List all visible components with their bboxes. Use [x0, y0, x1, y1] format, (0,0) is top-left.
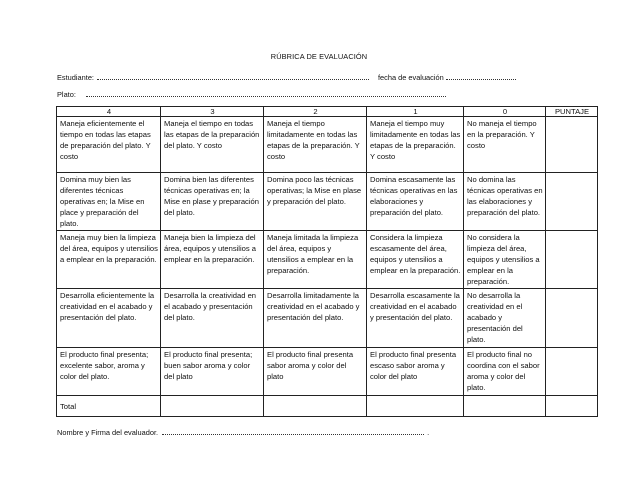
dish-label: Plato:: [57, 90, 76, 99]
criteria-cell: Maneja limitada la limpieza del área, equipos y utensilios a emplear en la preparación.: [264, 231, 367, 289]
dish-blank[interactable]: [86, 90, 446, 97]
student-label: Estudiante:: [57, 73, 94, 82]
total-label: Total: [57, 396, 161, 417]
header-score-3: 3: [161, 107, 264, 117]
score-cell[interactable]: [546, 289, 598, 348]
criteria-row-cleanliness: [57, 231, 598, 289]
document-title: RÚBRICA DE EVALUACIÓN: [270, 52, 368, 61]
total-empty-cell: [264, 396, 367, 417]
criteria-row-time: [57, 117, 598, 173]
criteria-cell: Maneja eficientemente el tiempo en todas las etapas de preparación del plato. Y costo: [57, 117, 161, 173]
criteria-cell: Maneja el tiempo limitadamente en todas las etapas de la preparación. Y costo: [264, 117, 367, 173]
criteria-cell: Maneja el tiempo en todas las etapas de la preparación del plato. Y costo: [161, 117, 264, 173]
criteria-cell: No considera la limpieza del área, equipos y utensilios a emplear en la preparación.: [464, 231, 546, 289]
total-empty-cell: [161, 396, 264, 417]
signature-label: Nombre y Firma del evaluador.: [57, 428, 159, 437]
criteria-cell: Maneja bien la limpieza del área, equipos y utensilios a emplear en la preparación.: [161, 231, 264, 289]
dish-line: [57, 90, 452, 99]
criteria-cell: Domina bien las diferentes técnicas operativas en; la Mise en plase y preparación del plato.: [161, 173, 264, 231]
student-name-blank[interactable]: [97, 73, 369, 80]
header-score-4: 4: [57, 107, 161, 117]
signature-end: .: [427, 428, 430, 437]
header-puntaje: PUNTAJE: [546, 107, 598, 117]
signature-line: [57, 428, 442, 437]
criteria-cell: El producto final presenta; buen sabor aroma y color del plato: [161, 348, 264, 396]
total-row: [57, 396, 598, 417]
header-row: [57, 107, 598, 117]
score-cell[interactable]: [546, 348, 598, 396]
header-score-1: 1: [367, 107, 464, 117]
student-line: [57, 73, 517, 82]
signature-blank[interactable]: [162, 428, 424, 435]
criteria-cell: El producto final presenta escaso sabor aroma y color del plato: [367, 348, 464, 396]
criteria-cell: Maneja el tiempo muy limitadamente en todas las etapas de la preparación. Y costo: [367, 117, 464, 173]
criteria-cell: Desarrolla escasamente la creatividad en el acabado y presentación del plato.: [367, 289, 464, 348]
criteria-row-product: [57, 348, 598, 396]
criteria-cell: Considera la limpieza escasamente del área, equipos y utensilios a emplear en la preparación.: [367, 231, 464, 289]
score-cell[interactable]: [546, 173, 598, 231]
criteria-cell: Desarrolla la creatividad en el acabado y presentación del plato.: [161, 289, 264, 348]
date-label: fecha de evaluación: [377, 73, 444, 82]
score-cell[interactable]: [546, 231, 598, 289]
criteria-cell: Domina escasamente las técnicas operativas en las elaboraciones y preparación del plato.: [367, 173, 464, 231]
criteria-cell: El producto final presenta; excelente sabor, aroma y color del plato.: [57, 348, 161, 396]
criteria-cell: Domina muy bien las diferentes técnicas operativas en; la Mise en place y preparación del plato.: [57, 173, 161, 231]
criteria-cell: Domina poco las técnicas operativas; la Mise en plase y preparación del plato.: [264, 173, 367, 231]
date-blank[interactable]: [446, 73, 517, 80]
criteria-cell: Desarrolla limitadamente la creatividad en el acabado y presentación del plato.: [264, 289, 367, 348]
criteria-cell: No domina las técnicas operativas en las elaboraciones y preparación del plato.: [464, 173, 546, 231]
total-score-cell[interactable]: [546, 396, 598, 417]
criteria-cell: Maneja muy bien la limpieza del área, equipos y utensilios a emplear en la preparación.: [57, 231, 161, 289]
criteria-cell: Desarrolla eficientemente la creatividad en el acabado y presentación del plato.: [57, 289, 161, 348]
criteria-cell: El producto final no coordina con el sabor aroma y color del plato.: [464, 348, 546, 396]
criteria-cell: El producto final presenta sabor aroma y color del plato: [264, 348, 367, 396]
criteria-cell: No desarrolla la creatividad en el acabado y presentación del plato.: [464, 289, 546, 348]
score-cell[interactable]: [546, 117, 598, 173]
criteria-cell: No maneja el tiempo en la preparación. Y costo: [464, 117, 546, 173]
total-empty-cell: [367, 396, 464, 417]
rubric-table: [56, 106, 598, 417]
criteria-row-creativity: [57, 289, 598, 348]
total-empty-cell: [464, 396, 546, 417]
header-score-2: 2: [264, 107, 367, 117]
header-score-0: 0: [464, 107, 546, 117]
criteria-row-techniques: [57, 173, 598, 231]
